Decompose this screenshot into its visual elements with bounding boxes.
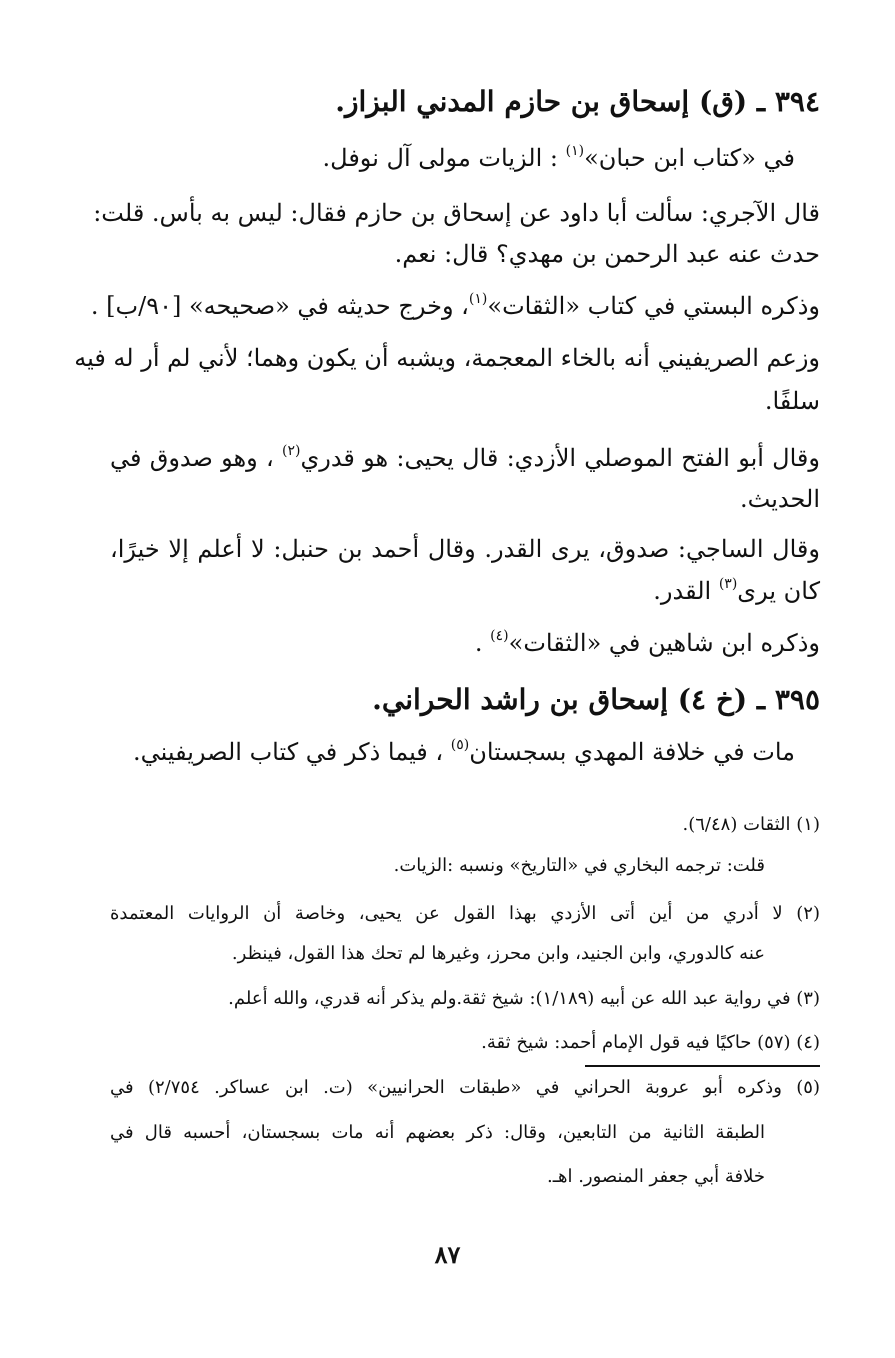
footnote-ref: (٣) [718, 576, 738, 592]
footnote-5-line-2: الطبقة الثانية من التابعين، وقال: ذكر بعضهم أنه مات بسجستان، أحسبه قال في [110, 1122, 765, 1143]
footnote-5-line-1: (٥) وذكره أبو عروبة الحراني في «طبقات الحرانيين» (ت. ابن عساكر. ٢/٧٥٤) في [110, 1077, 820, 1098]
text: ، وخرج حديثه في «صحيحه» [٩٠/ب] . [90, 292, 469, 320]
footnote-ref: (٢) [281, 443, 301, 459]
entry-394-para-4-line-1: وزعم الصريفيني أنه بالخاء المعجمة، ويشبه أن يكون وهما؛ لأني لم أر له فيه [74, 344, 820, 372]
entry-394-line-1 [110, 142, 795, 174]
entry-395-heading: ٣٩٥ ـ (خ ٤) إسحاق بن راشد الحراني. [372, 683, 820, 716]
entry-394-para-3 [90, 290, 820, 322]
entry-394-heading: ٣٩٤ ـ (ق) إسحاق بن حازم المدني البزاز. [335, 85, 820, 118]
entry-395-line-1 [110, 736, 795, 768]
text: ، فيما ذكر في كتاب الصريفيني. [132, 738, 451, 766]
entry-394-para-5-line-2: الحديث. [740, 485, 820, 513]
footnote-ref: (٤) [490, 628, 509, 644]
footnote-5-line-3: خلافة أبي جعفر المنصور. اهـ. [546, 1166, 765, 1187]
text: مات في خلافة المهدي بسجستان [469, 738, 795, 766]
entry-394-para-5-line-1 [110, 442, 820, 474]
text: وذكره البستي في كتاب «الثقات» [487, 292, 820, 320]
footnote-2-line-1: (٢) لا أدري من أين أتى الأزدي بهذا القول عن يحيى، وخاصة أن الروايات المعتمدة [110, 903, 820, 924]
footnote-2-line-2: عنه كالدوري، وابن الجنيد، وابن محرز، وغيرها لم تحك هذا القول، فينظر. [231, 943, 765, 964]
footnote-3: (٣) في رواية عبد الله عن أبيه (١/١٨٩): شيخ ثقة.ولم يذكر أنه قدري، والله أعلم. [228, 988, 820, 1009]
text: : الزيات مولى آل نوفل. [322, 144, 566, 172]
entry-394-para-6-line-2 [110, 575, 820, 607]
text: وذكره ابن شاهين في «الثقات» [508, 629, 820, 657]
footnote-ref: (١) [468, 291, 488, 307]
entry-394-para-2-line-1: قال الآجري: سألت أبا داود عن إسحاق بن حازم فقال: ليس به بأس. قلت: [93, 199, 820, 227]
text: . [474, 629, 491, 657]
text: كان يرى [737, 577, 820, 605]
footnote-4: (٤) (٥٧) حاكيًا فيه قول الإمام أحمد: شيخ ثقة. [481, 1032, 820, 1053]
text: ، وهو صدوق في [110, 444, 282, 472]
entry-394-para-4-line-2: سلفًا. [764, 387, 820, 415]
page-number: ٨٧ [434, 1240, 461, 1269]
entry-394-para-7 [110, 627, 820, 659]
entry-394-para-6-line-1: وقال الساجي: صدوق، يرى القدر. وقال أحمد بن حنبل: لا أعلم إلا خيرًا، [110, 535, 820, 563]
footnote-1-line-1: (١) الثقات (٦/٤٨). [682, 814, 820, 835]
text: في «كتاب ابن حبان» [584, 144, 795, 172]
footnote-1-line-2: قلت: ترجمه البخاري في «التاريخ» ونسبه :الزيات. [393, 855, 765, 876]
footnote-separator [585, 1065, 820, 1067]
text: وقال أبو الفتح الموصلي الأزدي: قال يحيى: هو قدري [300, 444, 820, 472]
text: القدر. [653, 577, 719, 605]
entry-394-para-2-line-2: حدث عنه عبد الرحمن بن مهدي؟ قال: نعم. [394, 240, 820, 268]
footnote-ref: (٥) [450, 737, 470, 753]
footnote-ref: (١) [565, 143, 585, 159]
